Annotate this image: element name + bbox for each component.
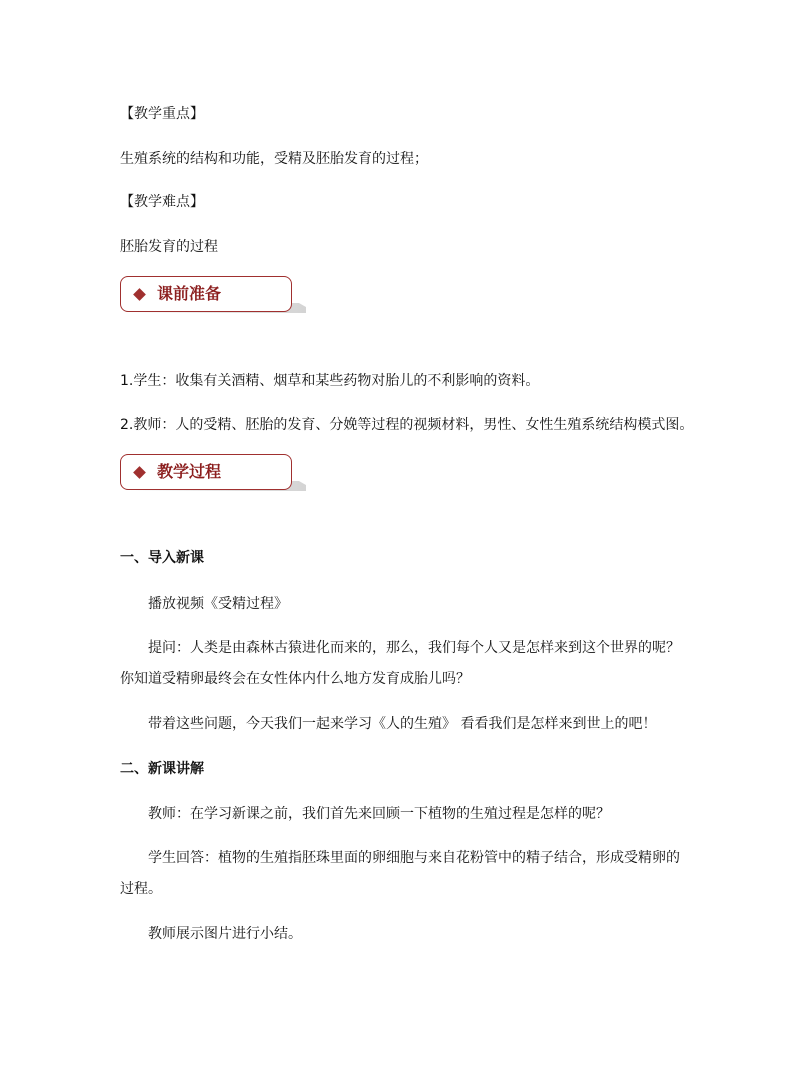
teaching-focus-text: 生殖系统的结构和功能，受精及胚胎发育的过程； [120,151,428,167]
prep-section-title: 课前准备 [157,284,222,303]
new-lesson-student-answer: 学生回答：植物的生殖指胚珠里面的卵细胞与来自花粉管中的精子结合，形成受精卵的 [148,850,680,866]
intro-line-video: 播放视频《受精过程》 [148,596,288,612]
prep-section-box [120,276,292,312]
teaching-difficulty-text: 胚胎发育的过程 [120,239,218,255]
intro-line-question-cont: 你知道受精卵最终会在女性体内什么地方发育成胎儿吗？ [120,671,470,687]
process-section-title: 教学过程 [157,462,222,481]
diamond-bullet-icon [133,466,146,479]
new-lesson-teacher-line: 教师：在学习新课之前，我们首先来回顾一下植物的生殖过程是怎样的呢？ [148,806,610,822]
new-lesson-summary-line: 教师展示图片进行小结。 [148,926,302,942]
intro-line-question: 提问：人类是由森林古猿进化而来的，那么，我们每个人又是怎样来到这个世界的呢？ [148,640,680,656]
teaching-focus-heading: 【教学重点】 [120,106,204,122]
teaching-difficulty-heading: 【教学难点】 [120,194,204,210]
diamond-bullet-icon [133,288,146,301]
prep-item-teacher: 2.教师：人的受精、胚胎的发育、分娩等过程的视频材料，男性、女性生殖系统结构模式图。 [120,417,694,433]
new-lesson-student-answer-cont: 过程。 [120,881,162,897]
prep-item-student: 1.学生：收集有关酒精、烟草和某些药物对胎儿的不利影响的资料。 [120,373,540,389]
intro-line-lead-in: 带着这些问题，今天我们一起来学习《人的生殖》 看看我们是怎样来到世上的吧！ [148,716,657,732]
process-section-box [120,454,292,490]
intro-section-title: 一、导入新课 [120,550,204,566]
new-lesson-section-title: 二、新课讲解 [120,761,204,777]
